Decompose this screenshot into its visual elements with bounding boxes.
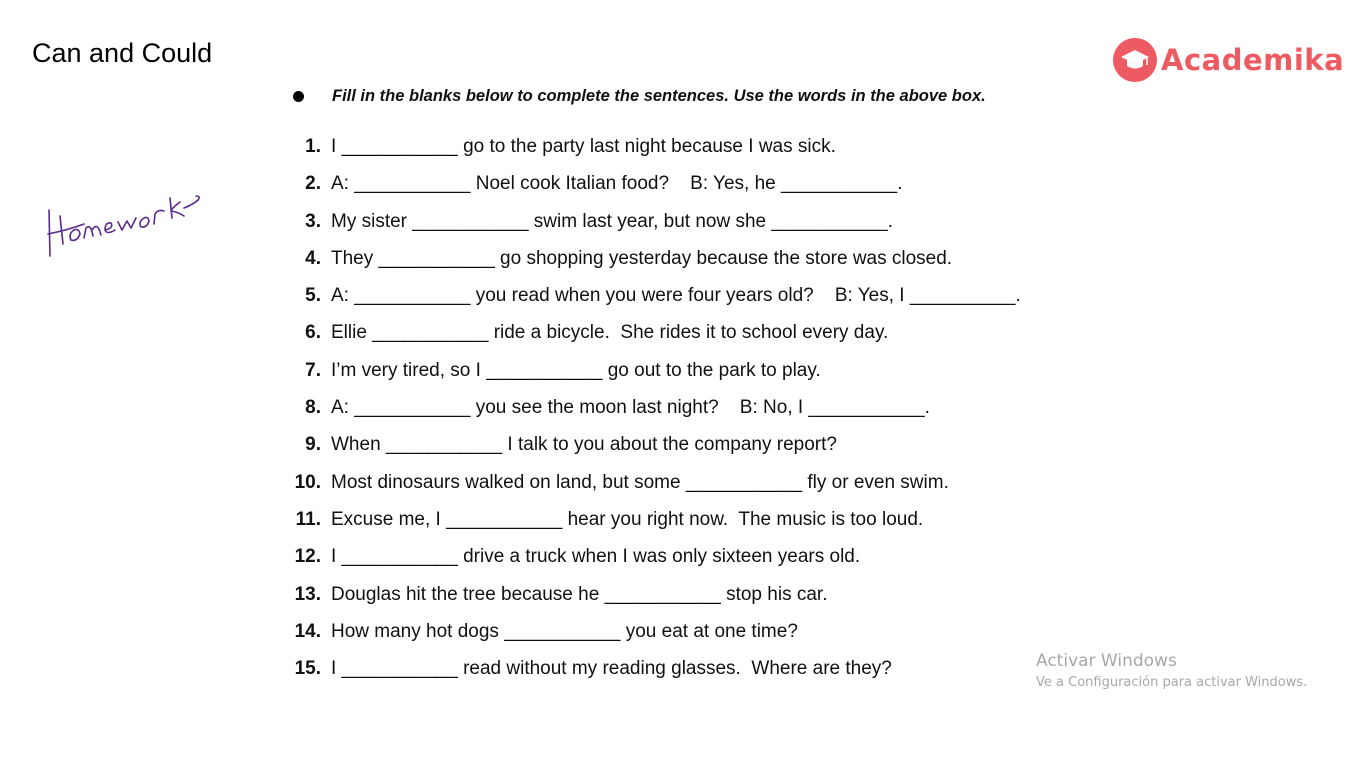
question-number: 14. <box>294 620 321 642</box>
question-number: 12. <box>294 546 321 568</box>
question-text: Ellie ___________ ride a bicycle. She rides it to school every day. <box>331 322 889 344</box>
slide-title: Can and Could <box>32 38 213 68</box>
question-text: Most dinosaurs walked on land, but some ___________ fly or even swim. <box>331 471 949 493</box>
question-text: A: ___________ Noel cook Italian food? B: Yes, he ___________. <box>331 173 903 195</box>
watermark-title: Activar Windows <box>1036 651 1177 671</box>
question-text: I ___________ drive a truck when I was only sixteen years old. <box>331 546 861 568</box>
watermark-subtitle: Ve a Configuración para activar Windows. <box>1036 675 1308 690</box>
logo-text: Academika <box>1161 43 1345 77</box>
question-text: I ___________ read without my reading glasses. Where are they? <box>331 658 892 680</box>
worksheet-instruction <box>293 87 986 106</box>
question-item <box>287 658 1021 695</box>
question-number: 5. <box>305 285 321 307</box>
question-item <box>287 584 1021 621</box>
question-item <box>287 136 1021 173</box>
windows-activation-watermark <box>1036 651 1307 690</box>
question-item <box>287 509 1021 546</box>
question-number: 8. <box>305 397 321 419</box>
graduation-cap-icon <box>1113 38 1157 82</box>
question-item <box>287 360 1021 397</box>
question-item <box>287 322 1021 359</box>
question-number: 6. <box>305 322 321 344</box>
academika-logo <box>1113 38 1344 82</box>
question-item <box>287 211 1021 248</box>
question-number: 3. <box>305 210 321 232</box>
question-number: 11. <box>295 508 321 530</box>
question-text: A: ___________ you read when you were four years old? B: Yes, I __________. <box>331 285 1021 307</box>
question-text: When ___________ I talk to you about the company report? <box>331 434 837 456</box>
question-item <box>287 397 1021 434</box>
question-list <box>287 136 1021 695</box>
question-text: How many hot dogs ___________ you eat at one time? <box>331 620 798 642</box>
question-number: 9. <box>305 434 321 456</box>
question-number: 1. <box>305 136 321 157</box>
question-item <box>287 546 1021 583</box>
question-number: 15. <box>294 658 321 680</box>
question-number: 7. <box>305 359 321 381</box>
question-number: 4. <box>305 247 321 269</box>
question-text: Excuse me, I ___________ hear you right now. The music is too loud. <box>331 508 924 530</box>
question-item <box>287 173 1021 210</box>
question-number: 10. <box>294 471 321 493</box>
question-item <box>287 434 1021 471</box>
instruction-text: Fill in the blanks below to complete the sentences. Use the words in the above box. <box>332 87 986 105</box>
question-text: A: ___________ you see the moon last night? B: No, I ___________. <box>331 397 930 419</box>
handwritten-homework-note <box>44 178 214 265</box>
question-text: I ___________ go to the party last night because I was sick. <box>331 136 836 157</box>
question-text: My sister ___________ swim last year, but now she ___________. <box>331 210 893 232</box>
question-text: They ___________ go shopping yesterday because the store was closed. <box>331 247 953 269</box>
question-number: 2. <box>305 173 321 195</box>
question-number: 13. <box>294 583 321 605</box>
bullet-icon <box>293 91 304 102</box>
question-text: I’m very tired, so I ___________ go out to the park to play. <box>331 359 821 381</box>
question-item <box>287 472 1021 509</box>
question-item <box>287 285 1021 322</box>
question-item <box>287 621 1021 658</box>
question-item <box>287 248 1021 285</box>
question-text: Douglas hit the tree because he ___________ stop his car. <box>331 583 828 605</box>
